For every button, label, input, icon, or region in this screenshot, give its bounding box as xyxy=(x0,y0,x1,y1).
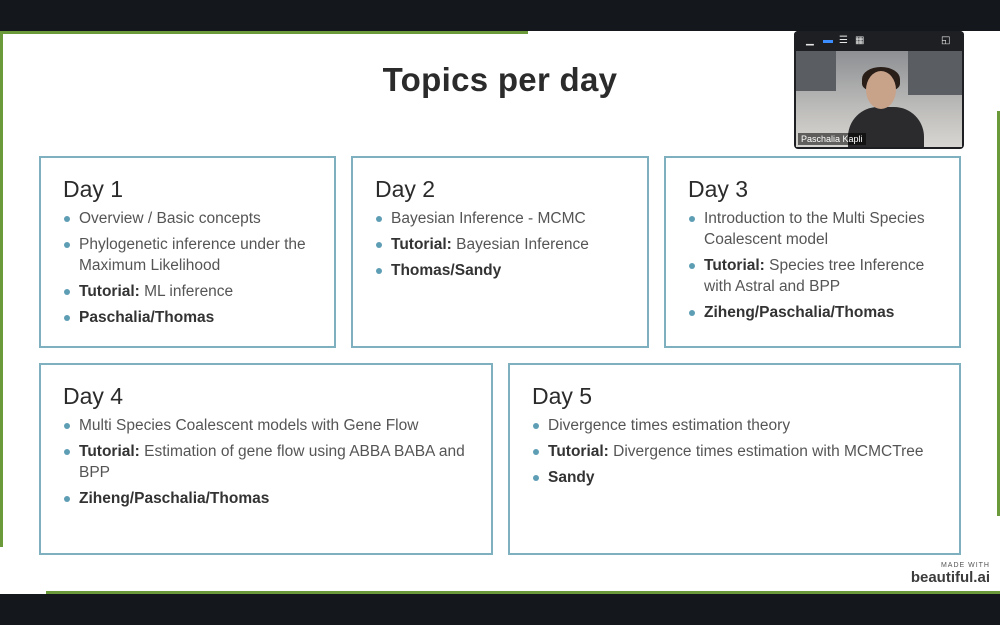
tutorial-item xyxy=(63,441,471,483)
minimize-icon[interactable]: ▁ xyxy=(806,35,814,46)
day-card-3 xyxy=(664,156,961,348)
tutorial-text: Divergence times estimation with MCMCTree xyxy=(608,443,924,460)
tutorial-item xyxy=(375,234,627,255)
exit-fullscreen-icon[interactable]: ◱ xyxy=(941,35,951,46)
tutorial-text: Species tree Inference with Astral and BPP xyxy=(704,257,925,295)
tutorial-label: Tutorial: xyxy=(79,443,140,460)
top-bar xyxy=(0,0,1000,31)
instructors: Thomas/Sandy xyxy=(375,260,627,281)
tutorial-text: Bayesian Inference xyxy=(451,236,589,253)
day-heading: Day 3 xyxy=(688,176,749,202)
tutorial-text: ML inference xyxy=(139,283,234,300)
tutorial-text: Estimation of gene flow using ABBA BABA and BPP xyxy=(79,443,465,481)
day-heading: Day 1 xyxy=(63,176,124,202)
made-with-badge xyxy=(911,562,990,586)
topic-list xyxy=(375,208,627,281)
instructors: Paschalia/Thomas xyxy=(63,307,314,328)
tutorial-item xyxy=(688,255,939,297)
topic-item: Divergence times estimation theory xyxy=(532,415,939,436)
badge-caption: MADE WITH xyxy=(940,562,990,569)
topic-item: Introduction to the Multi Species Coalescent model xyxy=(688,208,939,250)
topic-list xyxy=(532,415,939,488)
topic-item: Phylogenetic inference under the Maximum Likelihood xyxy=(63,234,314,276)
video-toolbar xyxy=(794,31,964,51)
tutorial-item xyxy=(532,441,939,462)
instructors: Ziheng/Paschalia/Thomas xyxy=(688,302,939,323)
day-card-5 xyxy=(508,363,961,555)
day-card-4 xyxy=(39,363,493,555)
tutorial-label: Tutorial: xyxy=(548,443,609,460)
participant-video-tile[interactable] xyxy=(794,31,964,149)
tutorial-label: Tutorial: xyxy=(391,236,452,253)
background-cabinet xyxy=(796,51,836,91)
participant-name: Paschalia Kapli xyxy=(798,133,866,145)
bottom-bar xyxy=(0,594,1000,625)
brand-logo: beautiful.ai xyxy=(910,569,990,586)
topic-item: Bayesian Inference - MCMC xyxy=(375,208,627,229)
topic-list xyxy=(63,415,471,509)
tutorial-label: Tutorial: xyxy=(79,283,140,300)
gallery-strip-icon[interactable]: ☰ xyxy=(839,35,848,46)
day-card-1 xyxy=(39,156,336,348)
day-heading: Day 5 xyxy=(532,383,593,409)
day-card-2 xyxy=(351,156,649,348)
gallery-grid-icon[interactable]: ▦ xyxy=(855,35,865,46)
slide-title: Topics per day xyxy=(382,61,618,98)
accent-line-left xyxy=(0,31,3,547)
accent-line-top xyxy=(0,31,528,34)
topic-item: Multi Species Coalescent models with Gene Flow xyxy=(63,415,471,436)
video-feed xyxy=(796,51,962,147)
topic-item: Overview / Basic concepts xyxy=(63,208,314,229)
speaker-view-icon[interactable]: ▬ xyxy=(823,35,833,46)
topic-list xyxy=(688,208,939,323)
topic-list xyxy=(63,208,314,328)
instructors: Sandy xyxy=(532,467,939,488)
participant-head xyxy=(866,71,896,109)
tutorial-label: Tutorial: xyxy=(704,257,765,274)
background-cabinet xyxy=(908,51,962,95)
day-heading: Day 4 xyxy=(63,383,124,409)
tutorial-item xyxy=(63,281,314,302)
instructors: Ziheng/Paschalia/Thomas xyxy=(63,488,471,509)
day-heading: Day 2 xyxy=(375,176,436,202)
